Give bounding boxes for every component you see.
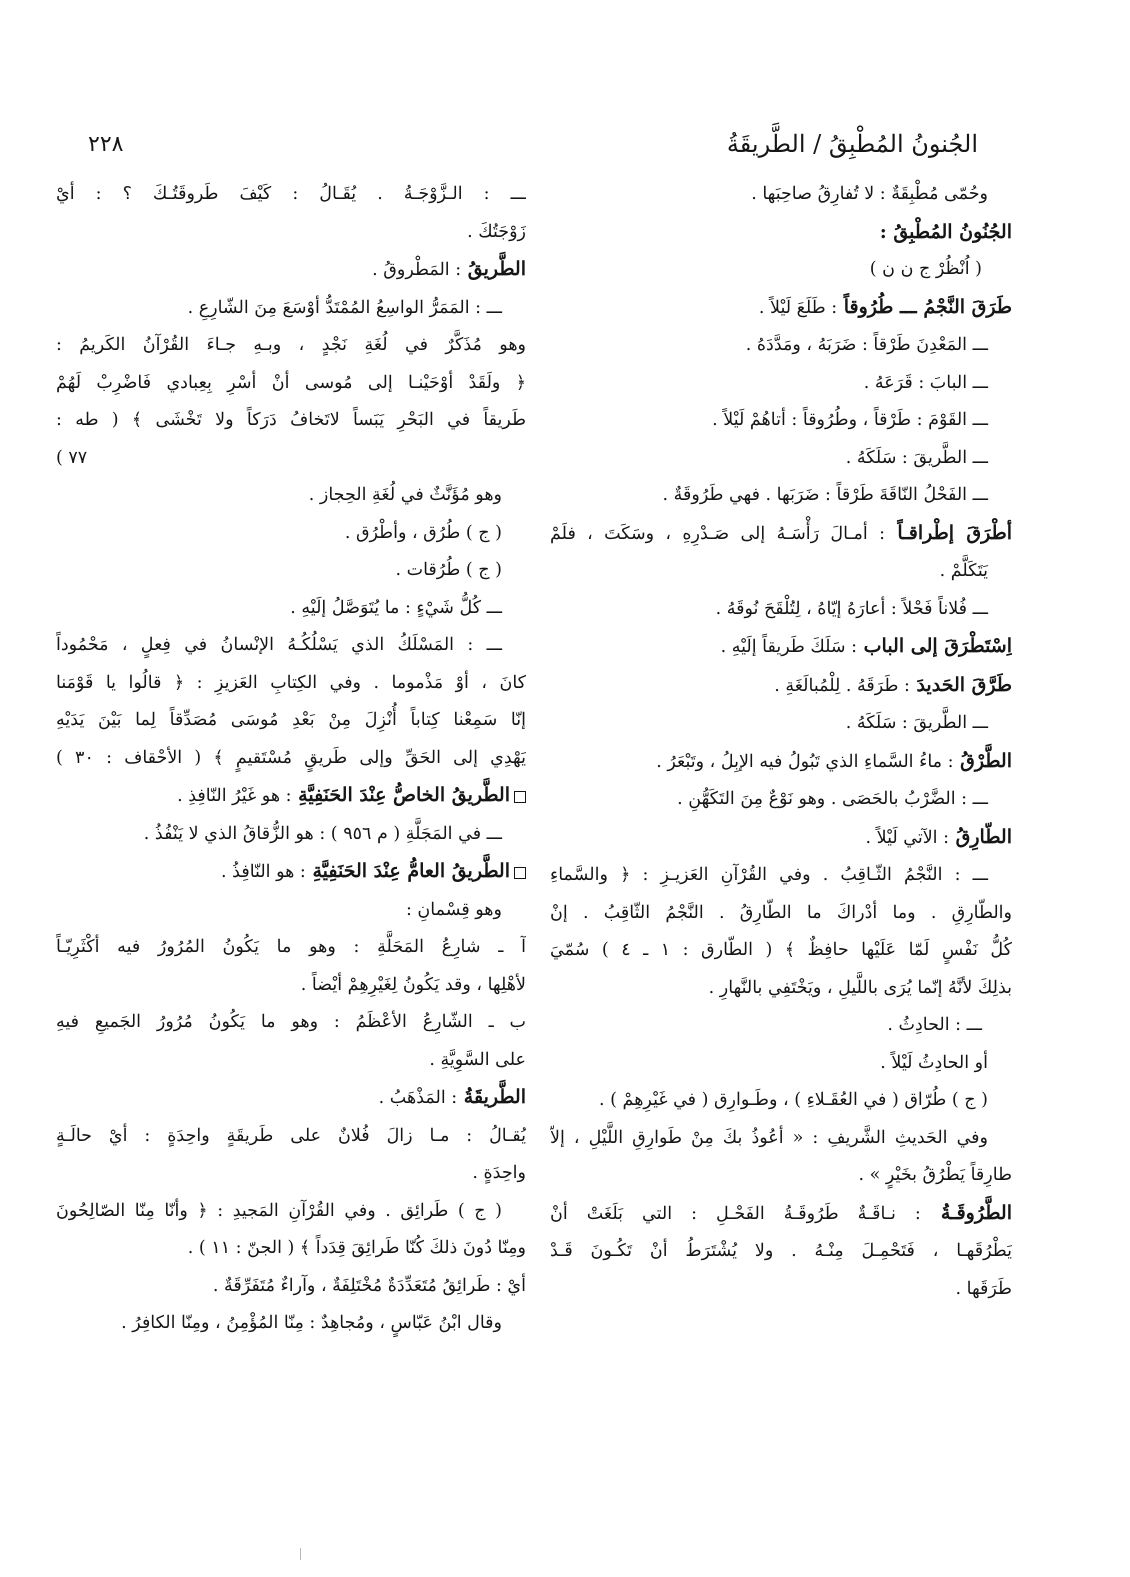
text-line: واحِدَةٍ . bbox=[472, 1163, 526, 1183]
scan-mark bbox=[300, 1548, 301, 1560]
entry-line: الطَّريقَةُ : المَذْهَبُ . bbox=[378, 1086, 526, 1108]
text-line: يَتَكَلَّمْ . bbox=[939, 561, 988, 581]
text-line: ( ج ) طُرُق ، وأطْرُق . bbox=[344, 522, 502, 543]
entry-line: الطّارِقُ : الآتي لَيْلاً . bbox=[865, 825, 1012, 848]
text-line: وهو مُؤَنَّثٌ في لُغَةِ الحِجاز . bbox=[308, 485, 502, 505]
text-line: ـــ كُلُّ شَيْءٍ : ما يُتَوَصَّلُ إلَيْهِ . bbox=[290, 597, 502, 618]
text-line: لأهْلِها ، وقد يَكُونُ لِغَيْرِهِمْ أيْضاً . bbox=[300, 974, 526, 995]
text-line: ـــ القَوْمَ : طَرْقاً ، وطُرُوقاً : أتاهُمْ لَيْلاً . bbox=[712, 410, 988, 430]
text-line: وحُمّى مُطْبِقَةٌ : لا تُفارِقُ صاحِبَها . bbox=[751, 184, 988, 204]
text-line: وقال ابْنُ عَبّاسٍ ، ومُجاهِدٌ : مِنّا المُؤْمِنُ ، ومِنّا الكافِرُ . bbox=[121, 1313, 502, 1333]
text-line: والطّارِقِ . وما أدْراكَ ما الطّارِقُ . النَّجْمُ الثّاقِبُ . إنْ bbox=[550, 902, 1012, 923]
text-line: وفي الحَديثِ الشَّريفِ : « أعُوذُ بكَ مِنْ طَوارِقِ اللَّيْلِ ، إلاّ bbox=[550, 1127, 988, 1148]
text-line: ب ـ الشّارِعُ الأعْظَمُ : وهو ما يَكُونُ مُرُورُ الجَميعِ فيهِ bbox=[56, 1012, 526, 1032]
box-marker-icon bbox=[514, 791, 526, 803]
text-line: ٧٧ ) bbox=[56, 447, 88, 468]
text-line: يَهْدِي إلى الحَقِّ وإلى طَريقٍ مُسْتَقيمٍ ﴾ ( الأحْقاف : ٣٠ ) bbox=[56, 747, 526, 768]
text-line: ـــ في المَجَلَّةِ ( م ٩٥٦ ) : هو الزُّقاقُ الذي لا يَنْفُذُ . bbox=[143, 823, 502, 844]
text-line: ـــ البابَ : قَرَعَهُ . bbox=[863, 372, 988, 393]
entry-line-boxed bbox=[56, 853, 526, 892]
entry-line: طَرَقَ النَّجْمُ ـــ طُرُوقاً : طَلَعَ لَيْلاً . bbox=[758, 295, 1012, 318]
text-line: طَريقاً في البَحْرِ يَبَساً لاتَخافُ دَرَكاً ولا تَخْشَى ﴾ ( طه : bbox=[56, 410, 526, 430]
text-line: ـــ : الحادِثُ . bbox=[887, 1015, 982, 1035]
text-line: ـــ المَعْدِنَ طَرْقاً : ضَرَبَهُ ، ومَدَّدَهُ . bbox=[745, 335, 988, 355]
text-line: ـــ : المَمَرُّ الواسِعُ المُمْتَدُّ أوْسَعَ مِنَ الشّارِعِ . bbox=[187, 297, 502, 318]
entry-line: أطْرَقَ إطْراقـاً : أمـالَ رَأْسَـهُ إلى صَـدْرِهِ ، وسَكَتَ ، فلَمْ bbox=[550, 521, 1012, 544]
entry-headword: الجُنُونُ المُطْبِقُ : bbox=[879, 220, 1012, 243]
text-line: إنّا سَمِعْنا كِتاباً أُنْزِلَ مِنْ بَعْدِ مُوسَى مُصَدِّقاً لِما بَيْنَ يَدَيْهِ bbox=[56, 710, 526, 730]
text-line: ـــ فُلاناً فَحْلاً : أعارَهُ إيّاهُ ، لِتُلْقَحَ نُوقَهُ . bbox=[715, 598, 988, 619]
text-line: ﴿ ولَقَدْ أوْحَيْنـا إلى مُوسى أنْ أسْرِ بِعِبادي فَاضْرِبْ لَهُمْ bbox=[56, 372, 526, 393]
text-line: أيْ : طَرائِقُ مُتَعَدِّدَةٌ مُخْتَلِفَةٌ ، وآراءٌ مُتَفَرِّقَةٌ . bbox=[212, 1275, 526, 1296]
text-line: ( ج ) طَرائِق . وفي القُرْآنِ المَجيدِ : ﴿ وأنّا مِنّا الصّالِحُونَ bbox=[56, 1200, 502, 1221]
entry-line: الطَّرْقُ : ماءُ السَّماءِ الذي تَبُولُ فيه الإبِلُ ، وتَبْعَرُ . bbox=[656, 749, 1012, 772]
text-line: ( اُنْظُرْ ج ن ن ) bbox=[869, 259, 982, 279]
right-column bbox=[550, 176, 1012, 1496]
text-line: بذلِكَ لأنَّهُ إنّما يُرَى باللَّيلِ ، ويَخْتَفِي بالنَّهارِ . bbox=[708, 977, 1012, 998]
text-line: كانَ ، أوْ مَذْموما . وفي الكِتابِ العَزيزِ : ﴿ قالُوا يا قَوْمَنا bbox=[56, 672, 526, 693]
text-line: زَوْجَتُكَ . bbox=[467, 221, 526, 242]
text-line: ( ج ) طُرّاق ( في العُقَـلاءِ ) ، وطَـوارِق ( في غَيْرِهِمْ ) . bbox=[599, 1090, 988, 1110]
text-line: ( ج ) طُرُقات . bbox=[395, 560, 502, 580]
page-number: ٢٢٨ bbox=[88, 132, 124, 157]
text-line: كُلُّ نَفْسٍ لَمّا عَلَيْها حافِظٌ ﴾ ( الطّارق : ١ ـ ٤ ) سُمّيَ bbox=[550, 940, 1012, 960]
text-line: أو الحادِثُ لَيْلاً . bbox=[880, 1052, 988, 1073]
text-line: ومِنّا دُونَ ذلكَ كُنّا طَرائِقَ قِدَداً ﴾ ( الجنّ : ١١ ) . bbox=[187, 1238, 526, 1258]
entry-line: الطَّرُوقَـةُ : نـاقَـةٌ طَرُوقَـةُ الفَحْـلِ : التي بَلَغَتْ أنْ bbox=[550, 1201, 1012, 1224]
text-line: ـــ : الضَّرْبُ بالحَصَى . وهو نَوْعٌ مِنَ التَكَهُّنِ . bbox=[677, 789, 988, 809]
text-line: ـــ : النَّجْمُ الثّـاقِبُ . وفي القُرْآنِ العَزيـزِ : ﴿ والسَّماءِ bbox=[550, 865, 988, 885]
text-line: ـــ الطَّريقَ : سَلَكَهُ . bbox=[845, 447, 988, 468]
text-line: وهو قِسْمانِ : bbox=[405, 899, 502, 920]
entry-line: طَرَّقَ الحَديدَ : طَرَقَهُ . لِلْمُبالَغَةِ . bbox=[774, 673, 1012, 696]
text-line: يُقـالُ : مـا زالَ فُلانٌ على طَريقَةٍ واحِدَةٍ : أيْ حالَـةٍ bbox=[56, 1125, 526, 1146]
text-line: وهو مُذَكَّرٌ في لُغَةِ نَجْدٍ ، وبـهِ جـاءَ القُرْآنُ الكَريمُ : bbox=[56, 335, 526, 355]
text-line: طارِقاً يَطْرُقُ بخَيْرٍ » . bbox=[858, 1165, 1012, 1185]
box-marker-icon bbox=[514, 867, 526, 879]
entry-line: الطَّريقُ : المَطْروقُ . bbox=[372, 258, 526, 280]
entry-text: الطَّريقُ الخاصُّ عِنْدَ الحَنَفِيَّةِ : هو غَيْرُ النّافِذِ . bbox=[177, 784, 510, 806]
text-line: يَطْرُقَهـا ، فَتَحْمِـلَ مِنْـهُ . ولا يُشْتَرَطُ أنْ تَكُـونَ قَـدْ bbox=[550, 1241, 1012, 1261]
entry-line-boxed bbox=[56, 777, 526, 816]
entry-line: اِسْتَطْرَقَ إلى الباب : سَلَكَ طَريقاً إلَيْهِ . bbox=[720, 635, 1012, 657]
entry-text: الطَّريقُ العامُّ عِنْدَ الحَنَفِيَّةِ : هو النّافِذُ . bbox=[221, 860, 510, 882]
left-column bbox=[56, 176, 526, 1496]
text-line: على السَّوِيَّةِ . bbox=[429, 1049, 526, 1070]
text-line: ـــ : المَسْلَكُ الذي يَسْلُكُـهُ الإنْسانُ في فِعلٍ ، مَحْمُوداً bbox=[56, 635, 502, 655]
text-line: آ ـ شارِعُ المَحَلَّةِ : وهو ما يَكُونُ المُرُورُ فيه أكْثَرِيّـاً bbox=[56, 937, 526, 957]
text-line: طَرَقَها . bbox=[955, 1278, 1012, 1299]
text-line: ـــ الفَحْلُ النّاقَةَ طَرْقاً : ضَرَبَها . فهي طَرُوقَةٌ . bbox=[662, 485, 988, 505]
running-head: الجُنونُ المُطْبِقُ / الطَّريقَةُ bbox=[726, 130, 978, 158]
text-line: ـــ الطَّريقَ : سَلَكَهُ . bbox=[845, 713, 988, 733]
text-line: ـــ : الـزَّوْجَـةُ . يُقَـالُ : كَيْفَ طَروقَتُـكَ ؟ : أيْ bbox=[56, 184, 526, 204]
